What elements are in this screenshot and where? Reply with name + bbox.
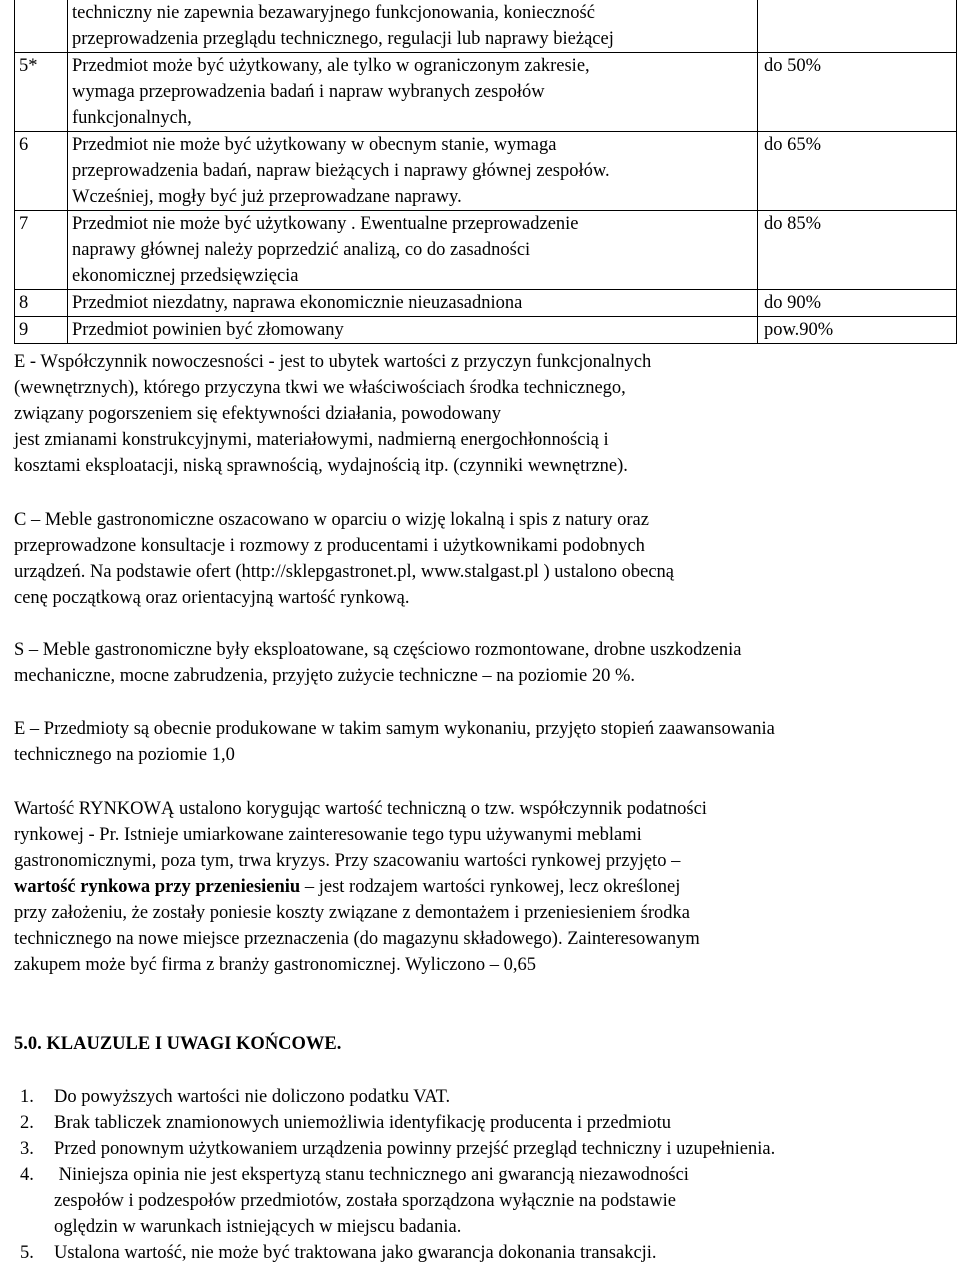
row-value: do 85%	[758, 211, 957, 290]
list-item-line: Do powyższych wartości nie doliczono podatku VAT.	[54, 1087, 451, 1107]
list-item-line: zespołów i podzespołów przedmiotów, została sporządzona wyłącznie na podstawie	[54, 1191, 676, 1211]
market-value-line: Wartość RYNKOWĄ ustalono korygując wartość techniczną o tzw. współczynnik podatności	[14, 799, 707, 819]
row-number	[15, 0, 68, 53]
description-line: Przedmiot nie może być użytkowany w obecnym stanie, wymaga	[72, 135, 557, 155]
list-item	[14, 1136, 954, 1162]
description-line: funkcjonalnych,	[72, 108, 192, 128]
depreciation-table	[14, 0, 957, 344]
row-value: pow.90%	[758, 317, 957, 344]
paragraph-market-value	[14, 796, 707, 978]
description-line: techniczny nie zapewnia bezawaryjnego funkcjonowania, konieczność	[72, 3, 595, 23]
closing-remarks-list	[14, 1084, 954, 1266]
paragraph-line: przeprowadzone konsultacje i rozmowy z producentami i użytkownikami podobnych	[14, 536, 645, 556]
table-row	[15, 317, 957, 344]
table-row	[15, 211, 957, 290]
paragraph-s	[14, 637, 741, 689]
market-value-line: przy założeniu, że zostały poniesie koszty związane z demontażem i przeniesieniem środka	[14, 903, 690, 923]
list-number: 2.	[20, 1113, 34, 1133]
list-number: 3.	[20, 1139, 34, 1159]
market-value-line	[14, 874, 707, 900]
paragraph-line: E - Współczynnik nowoczesności - jest to ubytek wartości z przyczyn funkcjonalnych	[14, 352, 652, 372]
row-description	[68, 132, 758, 211]
list-number: 4.	[20, 1165, 34, 1185]
list-item	[14, 1110, 954, 1136]
row-value: do 90%	[758, 290, 957, 317]
table-row	[15, 53, 957, 132]
table-row	[15, 0, 957, 53]
description-line: Przedmiot nie może być użytkowany . Ewentualne przeprowadzenie	[72, 214, 579, 234]
paragraph-line: C – Meble gastronomiczne oszacowano w oparciu o wizję lokalną i spis z natury oraz	[14, 510, 649, 530]
list-item-line: oględzin w warunkach istniejących w miejscu badania.	[54, 1217, 462, 1237]
description-line: Wcześniej, mogły być już przeprowadzane naprawy.	[72, 187, 462, 207]
description-line: ekonomicznej przedsięwzięcia	[72, 266, 299, 286]
row-description	[68, 317, 758, 344]
list-item-line: Niniejsza opinia nie jest ekspertyzą stanu technicznego ani gwarancją niezawodności	[54, 1165, 689, 1185]
description-line: przeprowadzenia badań, napraw bieżących i naprawy głównej zespołów.	[72, 161, 610, 181]
list-number: 1.	[20, 1087, 34, 1107]
paragraph-line: cenę początkową oraz orientacyjną wartość rynkową.	[14, 588, 410, 608]
market-value-line: zakupem może być firma z branży gastronomicznej. Wyliczono – 0,65	[14, 955, 537, 975]
market-value-line: technicznego na nowe miejsce przeznaczenia (do magazynu składowego). Zainteresowanym	[14, 929, 700, 949]
market-value-line-rest: – jest rodzajem wartości rynkowej, lecz określonej	[300, 877, 681, 897]
paragraph-line: kosztami eksploatacji, niską sprawnością, wydajnością itp. (czynniki wewnętrzne).	[14, 456, 628, 476]
row-number: 9	[15, 317, 68, 344]
paragraph-line: jest zmianami konstrukcyjnymi, materiałowymi, nadmierną energochłonnością i	[14, 430, 609, 450]
bold-term: wartość rynkowa przy przeniesieniu	[14, 877, 301, 897]
row-number: 8	[15, 290, 68, 317]
description-line: Przedmiot niezdatny, naprawa ekonomicznie nieuzasadniona	[72, 293, 523, 313]
paragraph-line: urządzeń. Na podstawie ofert (http://sklepgastronet.pl, www.stalgast.pl ) ustalono obecną	[14, 562, 674, 582]
row-value: do 65%	[758, 132, 957, 211]
paragraph-line: E – Przedmioty są obecnie produkowane w takim samym wykonaniu, przyjęto stopień zaawansowania	[14, 719, 775, 739]
paragraph-line: mechaniczne, mocne zabrudzenia, przyjęto zużycie techniczne – na poziomie 20 %.	[14, 666, 635, 686]
market-value-line: rynkowej - Pr. Istnieje umiarkowane zainteresowanie tego typu używanymi meblami	[14, 825, 642, 845]
list-item-line: Brak tabliczek znamionowych uniemożliwia identyfikację producenta i przedmiotu	[54, 1113, 671, 1133]
row-value: do 50%	[758, 53, 957, 132]
row-value	[758, 0, 957, 53]
paragraph-e-modernity	[14, 349, 651, 479]
paragraph-line: S – Meble gastronomiczne były eksploatowane, są częściowo rozmontowane, drobne uszkodzenia	[14, 640, 742, 660]
description-line: przeprowadzenia przeglądu technicznego, regulacji lub naprawy bieżącej	[72, 29, 614, 49]
description-line: wymaga przeprowadzenia badań i napraw wybranych zespołów	[72, 82, 545, 102]
table-row	[15, 290, 957, 317]
list-item	[14, 1084, 954, 1110]
paragraph-line: technicznego na poziomie 1,0	[14, 745, 235, 765]
description-line: Przedmiot powinien być złomowany	[72, 320, 344, 340]
market-value-line: gastronomicznymi, poza tym, trwa kryzys. Przy szacowaniu wartości rynkowej przyjęto –	[14, 851, 681, 871]
row-description	[68, 290, 758, 317]
row-number: 7	[15, 211, 68, 290]
paragraph-line: związany pogorszeniem się efektywności działania, powodowany	[14, 404, 501, 424]
paragraph-e-advancement	[14, 716, 775, 768]
table-row	[15, 132, 957, 211]
list-item-line: Ustalona wartość, nie może być traktowana jako gwarancja dokonania transakcji.	[54, 1243, 657, 1263]
section-heading: 5.0. KLAUZULE I UWAGI KOŃCOWE.	[14, 1034, 342, 1054]
list-item	[14, 1162, 954, 1240]
description-line: Przedmiot może być użytkowany, ale tylko w ograniczonym zakresie,	[72, 56, 590, 76]
list-item	[14, 1240, 954, 1266]
paragraph-line: (wewnętrznych), którego przyczyna tkwi we właściwościach środka technicznego,	[14, 378, 626, 398]
row-description	[68, 53, 758, 132]
row-number: 5*	[15, 53, 68, 132]
row-number: 6	[15, 132, 68, 211]
paragraph-c	[14, 507, 674, 611]
list-number: 5.	[20, 1243, 34, 1263]
description-line: naprawy głównej należy poprzedzić analizą, co do zasadności	[72, 240, 531, 260]
list-item-line: Przed ponownym użytkowaniem urządzenia powinny przejść przegląd techniczny i uzupełnienia.	[54, 1139, 776, 1159]
row-description	[68, 0, 758, 53]
row-description	[68, 211, 758, 290]
